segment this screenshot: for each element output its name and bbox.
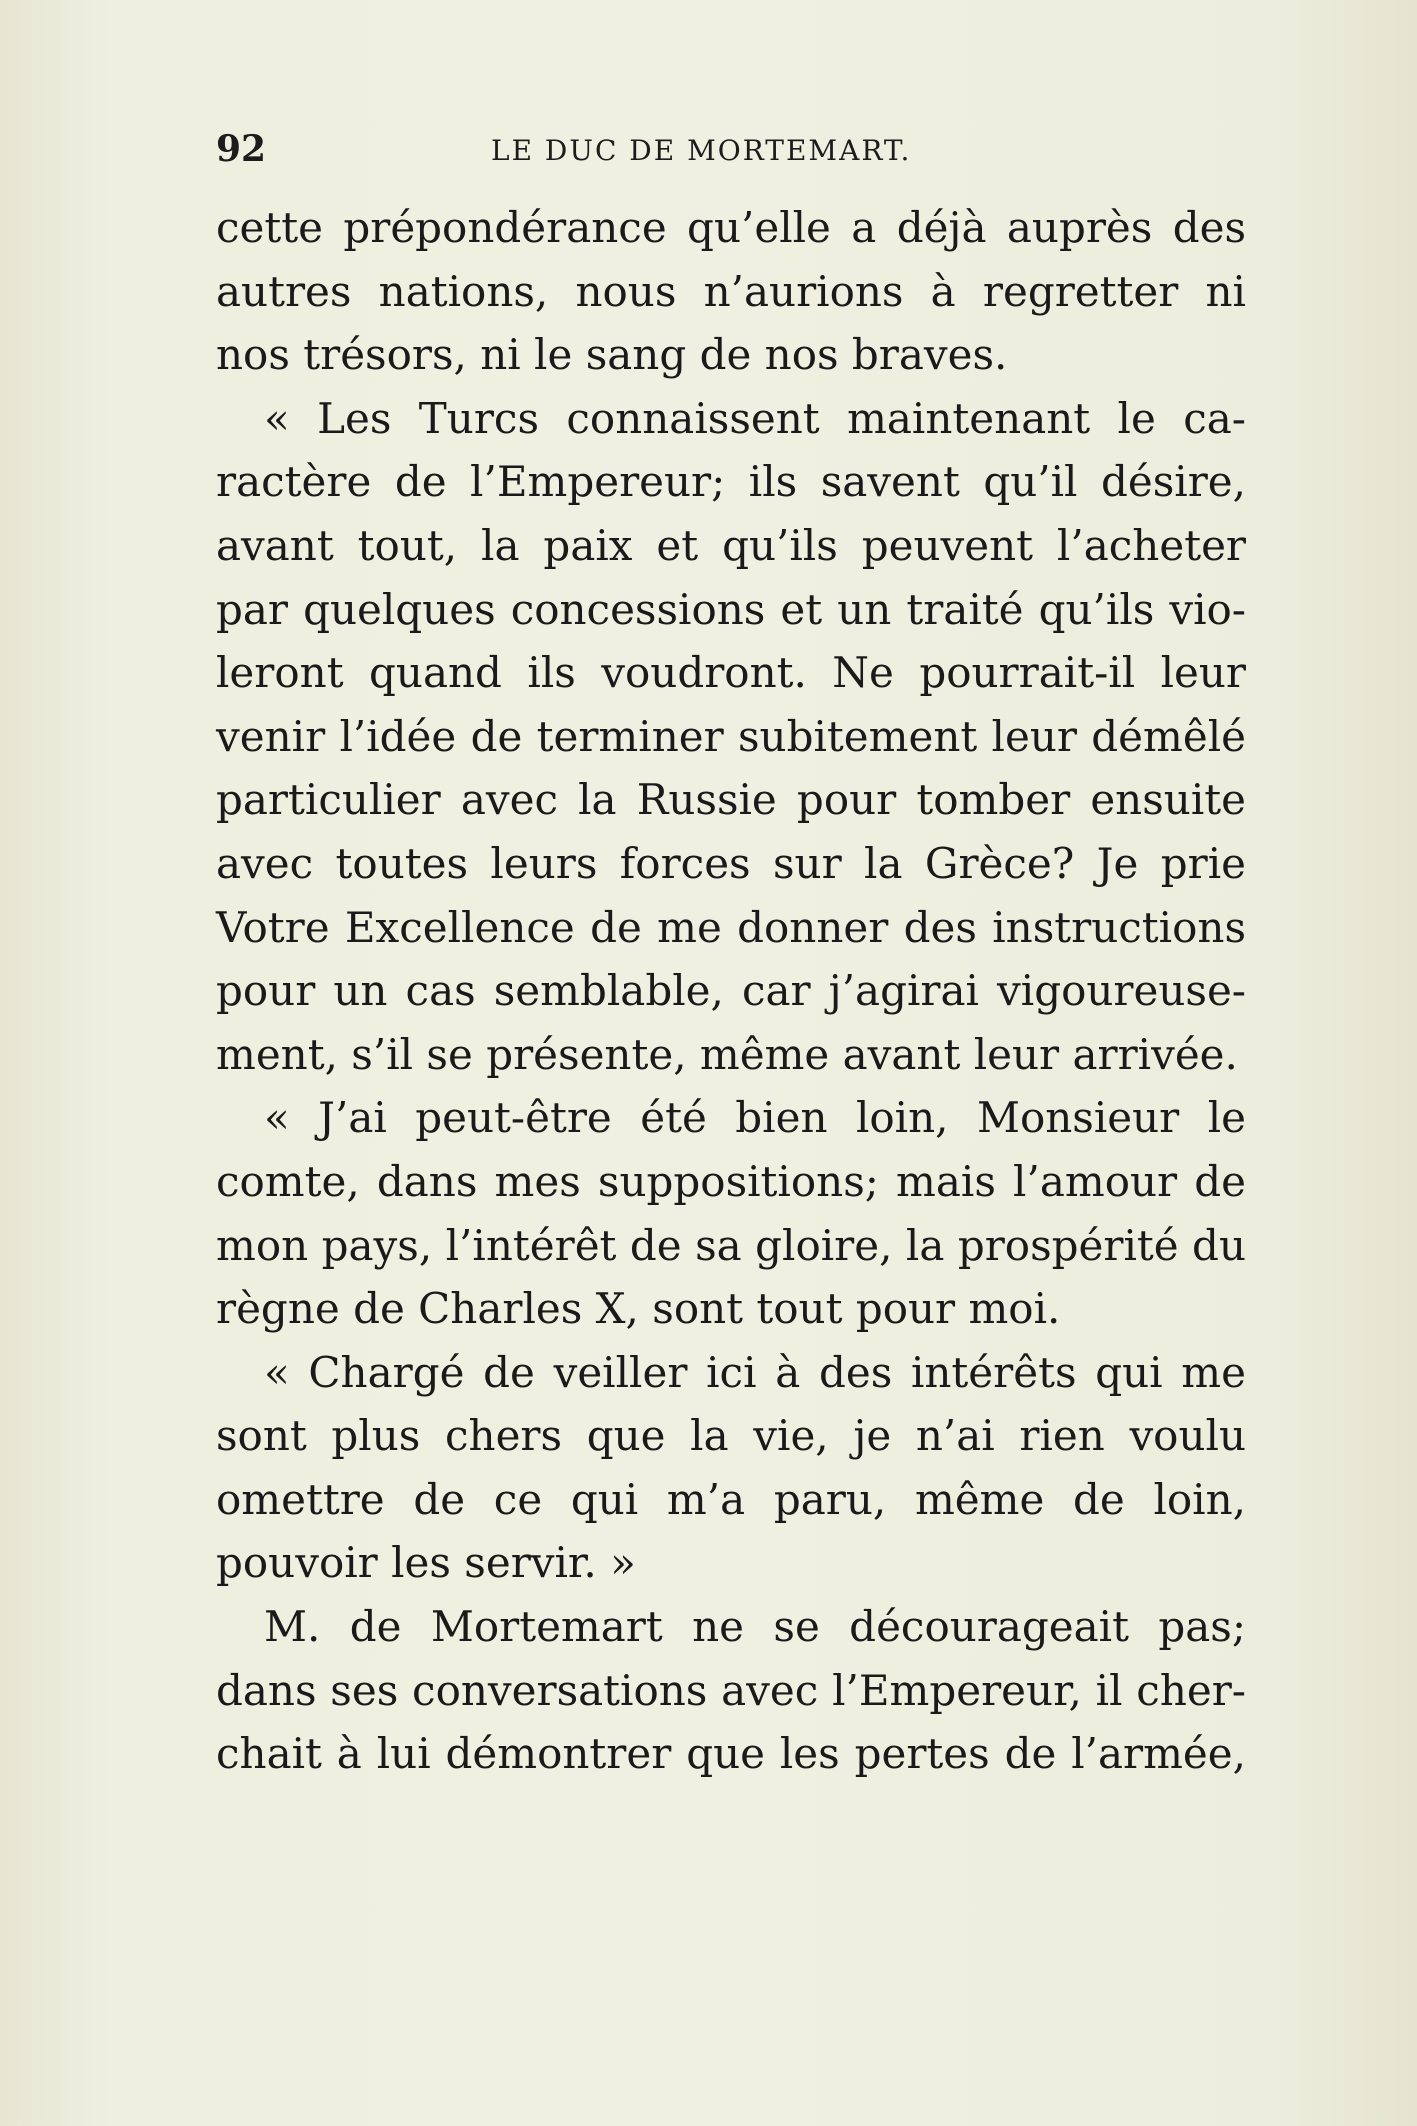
text-line: ractère de l’Empereur; ils savent qu’il désire, xyxy=(216,457,1246,507)
body-text xyxy=(216,196,1246,1786)
page-header xyxy=(216,128,1246,180)
text-line: leront quand ils voudront. Ne pourrait-il leur xyxy=(216,648,1246,698)
text-line: venir l’idée de terminer subitement leur démêlé xyxy=(216,711,1246,761)
text-line: cette prépondérance qu’elle a déjà auprès des xyxy=(216,203,1246,252)
text-line: dans ses conversations avec l’Empereur, il cher- xyxy=(216,1665,1246,1715)
text-line: « J’ai peut-être été bien loin, Monsieur le xyxy=(264,1093,1246,1143)
text-line: nos trésors, ni le sang de nos braves. xyxy=(216,330,1008,380)
text-line: M. de Mortemart ne se décourageait pas; xyxy=(264,1602,1246,1652)
text-line: chait à lui démontrer que les pertes de l’armée, xyxy=(216,1729,1246,1779)
text-line: par quelques concessions et un traité qu’ils vio- xyxy=(216,584,1246,634)
text-line: pour un cas semblable, car j’agirai vigoureuse- xyxy=(216,966,1246,1016)
text-line: règne de Charles X, sont tout pour moi. xyxy=(216,1284,1061,1334)
text-line: mon pays, l’intérêt de sa gloire, la prospérité du xyxy=(216,1220,1246,1270)
text-line: « Chargé de veiller ici à des intérêts qui me xyxy=(264,1347,1246,1397)
text-line: omettre de ce qui m’a paru, même de loin, xyxy=(216,1474,1246,1524)
text-line: « Les Turcs connaissent maintenant le ca- xyxy=(264,393,1246,443)
page-number: 92 xyxy=(216,128,267,170)
text-line: autres nations, nous n’aurions à regretter ni xyxy=(216,266,1246,316)
text-line: particulier avec la Russie pour tomber ensuite xyxy=(216,775,1246,825)
running-head: LE DUC DE MORTEMART. xyxy=(491,134,912,167)
text-line: avec toutes leurs forces sur la Grèce? Je prie xyxy=(216,838,1246,888)
text-line: comte, dans mes suppositions; mais l’amour de xyxy=(216,1156,1246,1206)
text-line: avant tout, la paix et qu’ils peuvent l’acheter xyxy=(216,520,1246,570)
text-line: pouvoir les servir. » xyxy=(216,1538,636,1588)
text-line: sont plus chers que la vie, je n’ai rien voulu xyxy=(216,1411,1246,1461)
text-line: ment, s’il se présente, même avant leur arrivée. xyxy=(216,1029,1238,1079)
text-line: Votre Excellence de me donner des instructions xyxy=(216,902,1246,952)
